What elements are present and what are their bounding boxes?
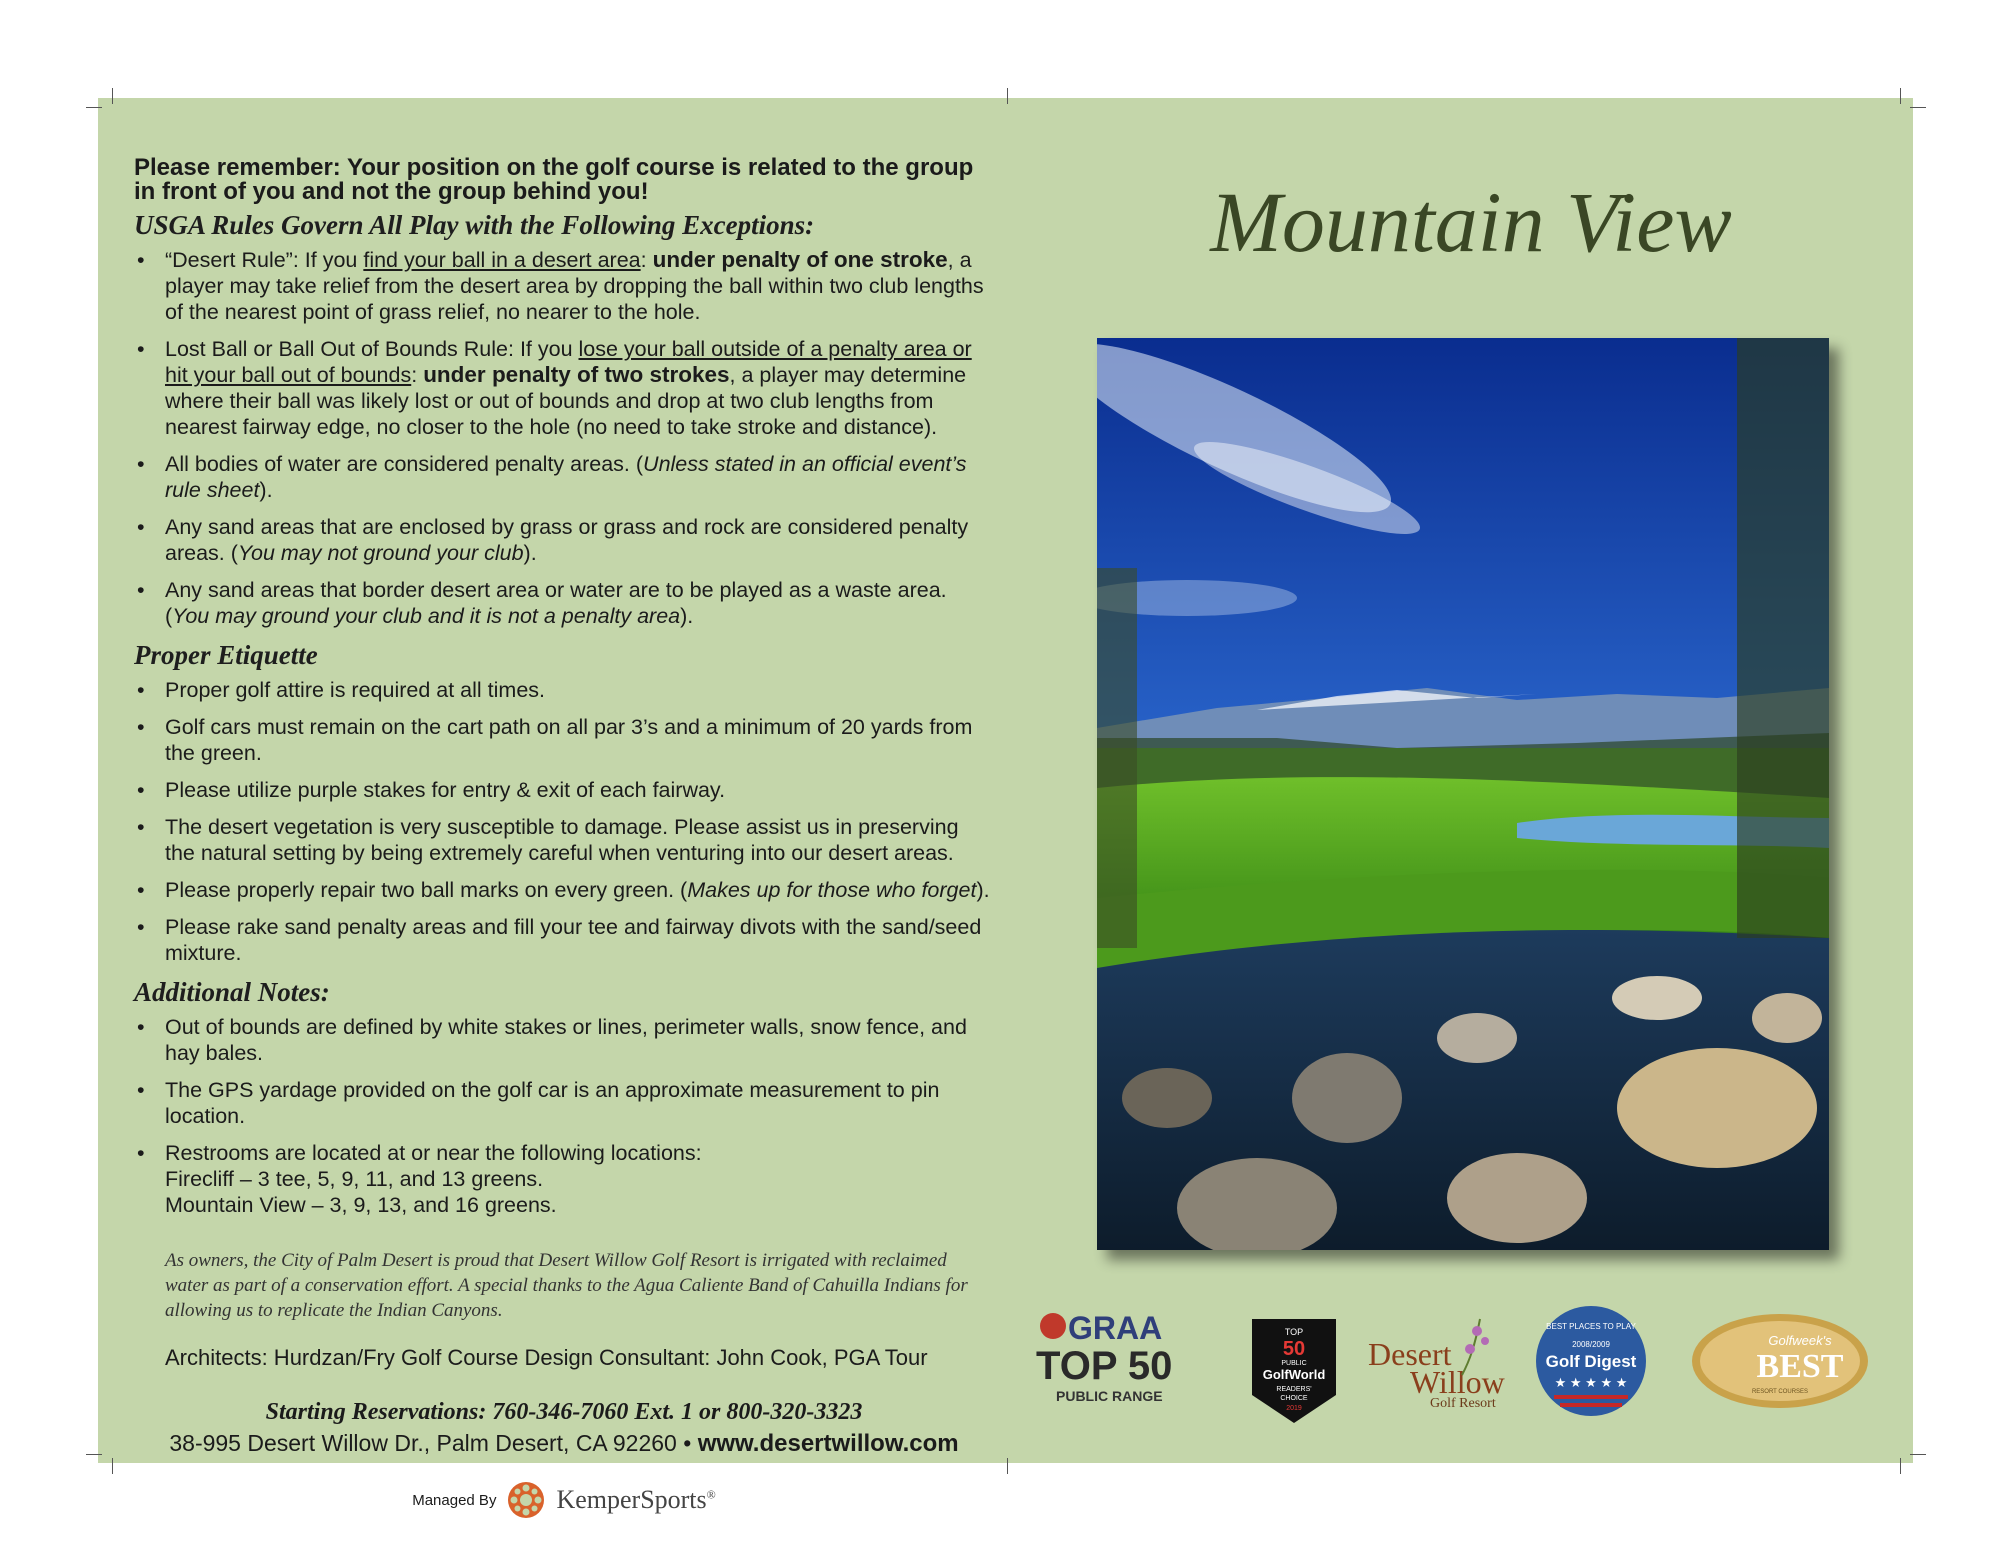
gwb-golfweek-text: Golfweek's (1768, 1333, 1832, 1348)
list-item: • “Desert Rule”: If you find your ball in a desert area: under penalty of one stroke, a player may take relief from the desert area by dropping the ball within two club lengths of the nearest point of grass relief, no nearer to the hole. (134, 247, 994, 325)
crop-mark (1900, 1458, 1901, 1474)
reminder-text: Please remember: Your position on the golf course is related to the group in front of you and not the group behind you! (134, 154, 974, 205)
gw-year-text: 2019 (1286, 1405, 1302, 1412)
list-item: • Any sand areas that are enclosed by grass or grass and rock are considered penalty areas. (You may not ground your club). (134, 514, 994, 566)
gd-name-text: Golf Digest (1545, 1352, 1637, 1371)
gw-choice-text: CHOICE (1280, 1395, 1308, 1402)
architects-line: Architects: Hurdzan/Fry Golf Course Design Consultant: John Cook, PGA Tour (165, 1345, 928, 1370)
crop-mark (86, 107, 102, 108)
usga-heading: USGA Rules Govern All Play with the Following Exceptions: (134, 210, 815, 240)
list-item: • Golf cars must remain on the cart path on all par 3’s and a minimum of 20 yards from the green. (134, 714, 994, 766)
crop-mark (86, 1454, 102, 1455)
golfweek-best-badge (1692, 1314, 1868, 1408)
usga-list (134, 247, 994, 629)
dw-desert-text: Desert (1368, 1336, 1452, 1372)
crop-mark (1007, 88, 1008, 104)
gw-50-text: 50 (1282, 1338, 1306, 1360)
list-item: • Lost Ball or Ball Out of Bounds Rule: If you lose your ball outside of a penalty area or hit your ball out of bounds: under penalty of two strokes, a player may determine where their ball was likely lost or out of bounds and drop at two club lengths from nearest fairway edge, no closer to the hole (no need to take stroke and distance). (134, 336, 994, 440)
golf-digest-badge (1536, 1306, 1646, 1416)
list-item: • All bodies of water are considered penalty areas. (Unless stated in an official event’s rule sheet). (134, 451, 994, 503)
crop-mark (1007, 1458, 1008, 1474)
course-photo (1097, 338, 1829, 1250)
gwb-best-text: BEST (1756, 1348, 1844, 1385)
gw-readers-text: READERS' (1276, 1386, 1312, 1393)
gwb-resort-text: RESORT COURSES (1751, 1389, 1809, 1395)
list-item: • The GPS yardage provided on the golf car is an approximate measurement to pin location. (134, 1077, 994, 1129)
notes-heading: Additional Notes: (134, 977, 330, 1007)
gd-arc-text: BEST PLACES TO PLAY (1546, 1322, 1636, 1331)
rules-column (134, 156, 994, 1520)
desert-willow-logo (1368, 1319, 1505, 1411)
managed-by-label: Managed By (412, 1491, 497, 1509)
website-link[interactable]: www.desertwillow.com (697, 1430, 959, 1457)
page-title: Mountain View (1210, 174, 1732, 270)
kempersports-name: KemperSports® (556, 1485, 716, 1514)
landscape-image (1097, 338, 1829, 1250)
gd-stars-text: ★ ★ ★ ★ ★ (1554, 1375, 1628, 1390)
crop-mark (112, 88, 113, 104)
gw-top-text: TOP (1284, 1327, 1304, 1337)
kempersports-logo-icon (506, 1480, 546, 1520)
etiquette-list (134, 677, 994, 966)
graa-top50-text: TOP 50 (1036, 1344, 1173, 1388)
list-item: • Proper golf attire is required at all times. (134, 677, 994, 703)
graa-public-range-text: PUBLIC RANGE (1056, 1388, 1163, 1404)
owners-note: As owners, the City of Palm Desert is proud that Desert Willow Golf Resort is irrigated with reclaimed water as part of a conservation effort. A special thanks to the Agua Caliente Band of Cahuilla Indians for allowing us to replicate the Indian Canyons. (165, 1250, 968, 1321)
golfworld-top50-badge (1252, 1319, 1336, 1423)
list-item: • Restrooms are located at or near the following locations: Firecliff – 3 tee, 5, 9, 11, and 13 greens. Mountain View – 3, 9, 13, and 16 greens. (134, 1140, 994, 1218)
list-item: • Please properly repair two ball marks on every green. (Makes up for those who forget). (134, 877, 994, 903)
etiquette-heading: Proper Etiquette (134, 640, 318, 670)
gw-name-text: GolfWorld (1262, 1367, 1326, 1382)
graa-top50-logo (1036, 1310, 1172, 1404)
crop-mark (112, 1458, 113, 1474)
graa-text: GRAA (1068, 1310, 1163, 1346)
crop-mark (1900, 88, 1901, 104)
list-item: • Please utilize purple stakes for entry & exit of each fairway. (134, 777, 994, 803)
dw-willow-text: Willow (1410, 1364, 1505, 1400)
gw-public-text: PUBLIC (1281, 1360, 1307, 1367)
address-line: 38-995 Desert Willow Dr., Palm Desert, CA 92260 • www.desertwillow.com (169, 1430, 959, 1457)
awards-logos (1030, 1305, 1910, 1435)
list-item: • Out of bounds are defined by white stakes or lines, perimeter walls, snow fence, and hay bales. (134, 1014, 994, 1066)
notes-list (134, 1014, 994, 1218)
gd-year-text: 2008/2009 (1572, 1340, 1610, 1349)
managed-by (134, 1480, 994, 1520)
list-item: • Any sand areas that border desert area or water are to be played as a waste area. (You may ground your club and it is not a penalty area). (134, 577, 994, 629)
crop-mark (1910, 107, 1926, 108)
reservations-line: Starting Reservations: 760-346-7060 Ext. 1 or 800-320-3323 (265, 1399, 863, 1425)
contact-block (134, 1399, 994, 1520)
crop-mark (1910, 1454, 1926, 1455)
list-item: • The desert vegetation is very susceptible to damage. Please assist us in preserving the natural setting by being extremely careful when venturing into our desert areas. (134, 814, 994, 866)
list-item: • Please rake sand penalty areas and fill your tee and fairway divots with the sand/seed mixture. (134, 914, 994, 966)
dw-resort-text: Golf Resort (1430, 1396, 1496, 1411)
